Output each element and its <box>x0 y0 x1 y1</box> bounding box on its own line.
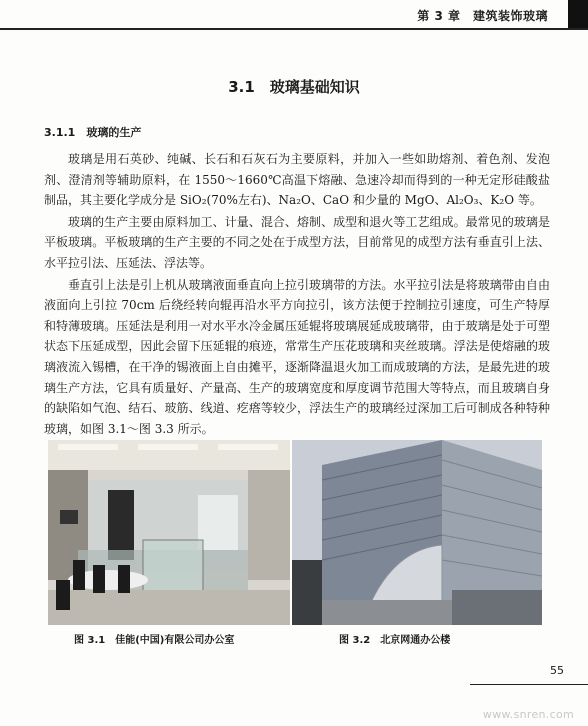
office-photo-illustration <box>48 440 290 625</box>
section-title: 3.1 玻璃基础知识 <box>228 78 360 96</box>
running-header <box>0 0 588 30</box>
paragraph: 玻璃的生产主要由原料加工、计量、混合、熔制、成型和退火等工艺组成。最常见的玻璃是平板玻璃。平板玻璃的生产主要的不同之处在于成型方法，目前常见的成型方法有垂直引上法、水平拉引法、压延法、浮法等。 <box>44 214 550 270</box>
body-text <box>44 149 550 440</box>
subsection-title: 3.1.1 玻璃的生产 <box>44 126 142 139</box>
paragraph: 垂直引上法是引上机从玻璃液面垂直向上拉引玻璃带的方法。水平拉引法是将玻璃带由自由液面向上引拉 70cm 后绕经转向辊再沿水平方向拉引，该方法便于控制拉引速度，可生产特厚和特薄玻璃。压延法是利用一对水平水冷金属压延辊将玻璃展延成玻璃带，由于玻璃是处于可塑状态下压延成型，因此会留下压延辊的痕迹，常常生产压花玻璃和夹丝玻璃。浮法是使熔融的玻璃液流入锡槽，在干净的锡液面上自由摊平，逐渐降温退火加工而成玻璃的方法，是最先进的玻璃生产方法，它具有质量好、产量高、生产的玻璃宽度和厚度调节范围大等特点，而且玻璃自身的缺陷如气泡、结石、玻筋、线道、疙瘩等较少，浮法生产的玻璃经过深加工后可制成各种特种玻璃，如图 3.1～图 3.3 所示。 <box>44 277 550 436</box>
figure-office-photo <box>48 440 290 625</box>
footer-rule <box>470 684 588 685</box>
figure-building-photo <box>292 440 542 625</box>
figure-caption: 图 3.2 北京网通办公楼 <box>339 635 451 646</box>
page-number: 55 <box>550 664 564 677</box>
paragraph: 玻璃是用石英砂、纯碱、长石和石灰石为主要原料，并加入一些如助熔剂、着色剂、发泡剂、澄清剂等辅助原料，在 1550～1660℃高温下熔融、急速冷却而得到的一种无定形硅酸盐制品，其主要化学成分是 SiO₂(70%左右)、Na₂O、CaO 和少量的 MgO、Al₂O₃、K₂O 等。 <box>44 152 550 208</box>
watermark: www.snren.com <box>482 708 574 721</box>
figure-caption: 图 3.1 佳能(中国)有限公司办公室 <box>74 635 235 646</box>
building-photo-illustration <box>292 440 542 625</box>
chapter-title: 第 3 章 建筑装饰玻璃 <box>417 9 548 23</box>
header-rule <box>0 28 588 30</box>
header-tab-block <box>568 0 588 28</box>
